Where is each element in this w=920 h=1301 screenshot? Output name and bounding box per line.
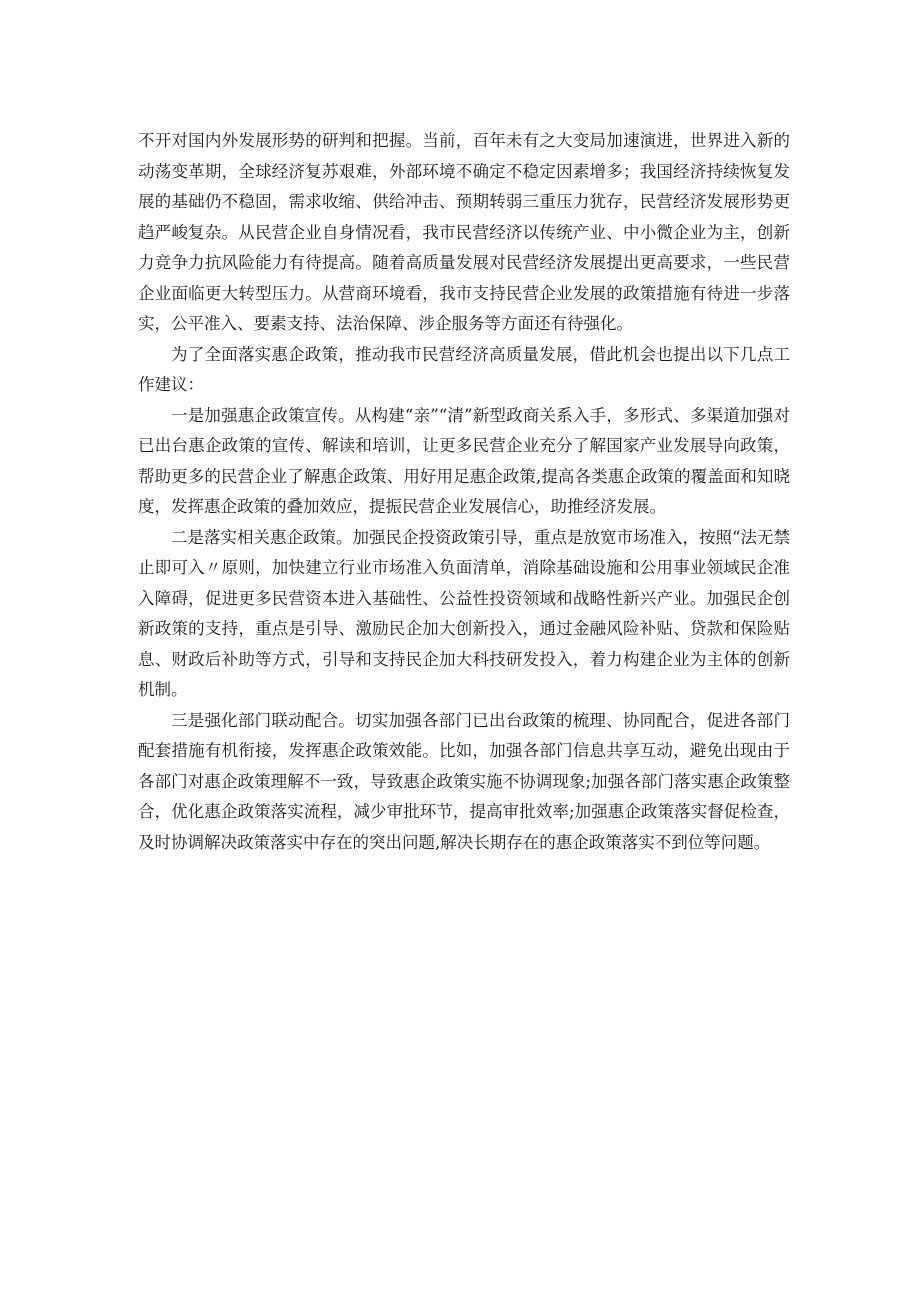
paragraph-5: 三是强化部门联动配合。切实加强各部门已出台政策的梳理、协同配合，促进各部门配套措施有机衔接，发挥惠企政策效能。比如，加强各部门信息共享互动，避免出现由于各部门对惠企政策理解不一致，导致惠企政策实施不协调现象;加强各部门落实惠企政策整合，优化惠企政策落实流程，减少审批环节，提高审批效率;加强惠企政策落实督促检查，及时协调解决政策落实中存在的突出问题,解决长期存在的惠企政策落实不到位等问题。 [138,710,790,852]
paragraph-2: 为了全面落实惠企政策，推动我市民营经济高质量发展，借此机会也提出以下几点工作建议： [138,344,790,394]
paragraph-4: 二是落实相关惠企政策。加强民企投资政策引导，重点是放宽市场准入，按照“法无禁止即可入〃原则，加快建立行业市场准入负面清单，消除基础设施和公用事业领域民企准入障碍，促进更多民营资本进入基础性、公益性投资领域和战略性新兴产业。加强民企创新政策的支持，重点是引导、激励民企加大创新投入，通过金融风险补贴、贷款和保险贴息、财政后补助等方式，引导和支持民企加大科技研发投入，着力构建企业为主体的创新机制。 [138,527,790,699]
paragraph-3: 一是加强惠企政策宣传。从构建“亲”“清”新型政商关系入手，多形式、多渠道加强对已出台惠企政策的宣传、解读和培训，让更多民营企业充分了解国家产业发展导向政策，帮助更多的民营企业了解惠企政策、用好用足惠企政策,提高各类惠企政策的覆盖面和知晓度，发挥惠企政策的叠加效应，提振民营企业发展信心，助推经济发展。 [138,405,790,516]
document-body [138,126,790,858]
paragraph-1: 不开对国内外发展形势的研判和把握。当前，百年未有之大变局加速演进，世界进入新的动荡变革期，全球经济复苏艰难，外部环境不确定不稳定因素增多；我国经济持续恢复发展的基础仍不稳固，需求收缩、供给冲击、预期转弱三重压力犹存，民营经济发展形势更趋严峻复杂。从民营企业自身情况看，我市民营经济以传统产业、中小微企业为主，创新力竞争力抗风险能力有待提高。随着高质量发展对民营经济发展提出更高要求，一些民营企业面临更大转型压力。从营商环境看，我市支持民营企业发展的政策措施有待进一步落实，公平准入、要素支持、法治保障、涉企服务等方面还有待强化。 [138,131,790,333]
